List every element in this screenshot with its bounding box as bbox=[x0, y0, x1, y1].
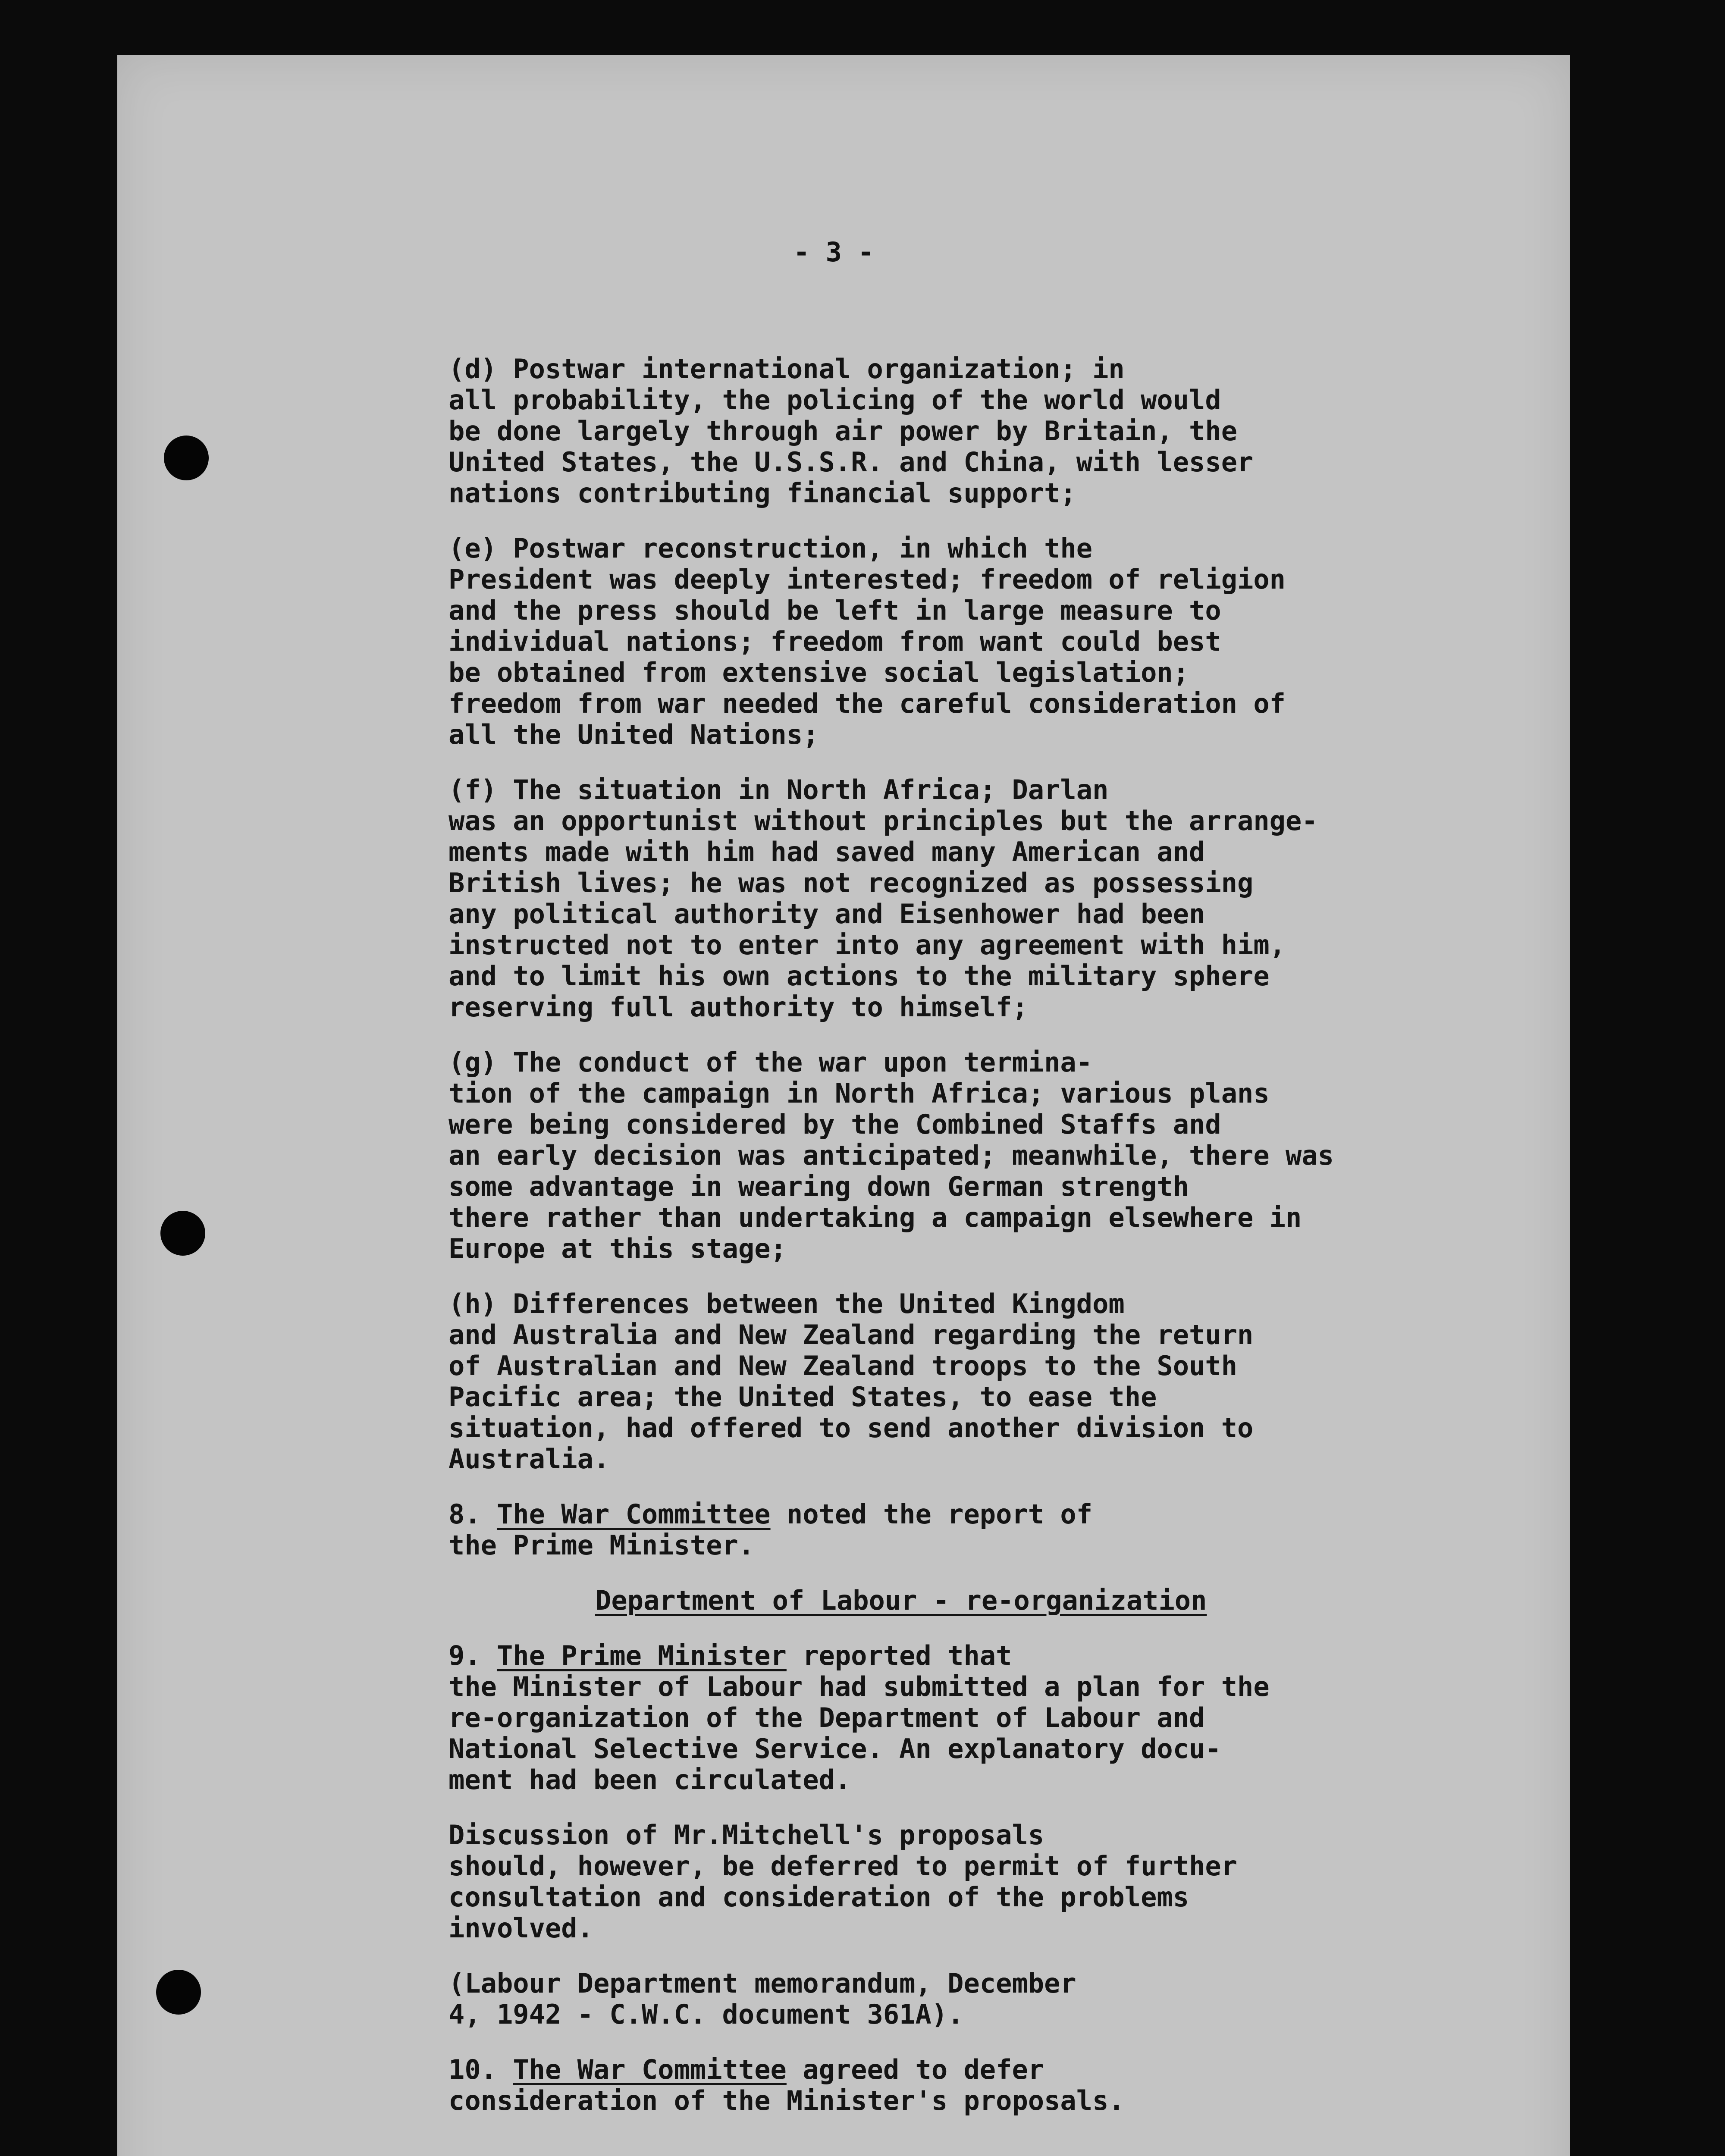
item-9-actor: The Prime Minister bbox=[496, 1640, 787, 1671]
punch-hole bbox=[164, 436, 209, 480]
item-10-number: 10. bbox=[448, 2054, 513, 2085]
discussion-paragraph: Discussion of Mr.Mitchell's proposals should, however, be deferred to permit of further consultation and consideration of the problems involved. bbox=[448, 1819, 1238, 1944]
item-9-text: reported that the Minister of Labour had submitted a plan for the re-organization of the Department of Labour and National Selective Service. An explanatory docu- ment had been circulated. bbox=[448, 1640, 1270, 1796]
paragraph-g: (g) The conduct of the war upon termina- tion of the campaign in North Africa; various plans were being considered by the Combined Staffs and an early decision was anticipated; meanwhile, there was some advantage in wearing down German strength there rather than undertaking a campaign elsewhere in Europe at this stage; bbox=[448, 1047, 1334, 1264]
paragraph-f: (f) The situation in North Africa; Darlan was an opportunist without principles but the arrange- ments made with him had saved many American and British lives; he was not recognized as possessing any political authority and Eisenhower had been instructed not to enter into any agreement with him, and to limit his own actions to the military sphere reserving full authority to himself; bbox=[448, 774, 1318, 1023]
item-10 bbox=[448, 2054, 1475, 2116]
section-heading: Department of Labour - re-organization bbox=[595, 1585, 1207, 1616]
item-8 bbox=[448, 1499, 1475, 1561]
item-9-number: 9. bbox=[448, 1640, 497, 1671]
item-8-text: noted the report of the Prime Minister. bbox=[448, 1498, 1093, 1561]
page-number: - 3 - bbox=[794, 236, 874, 268]
item-10-text: agreed to defer consideration of the Minister's proposals. bbox=[448, 2054, 1125, 2116]
minutes-body bbox=[448, 354, 1475, 2140]
paragraph-d: (d) Postwar international organization; in all probability, the policing of the world would be done largely through air power by Britain, the United States, the U.S.S.R. and China, with lesser nations contributing financial support; bbox=[448, 353, 1254, 509]
paragraph-h: (h) Differences between the United Kingdom and Australia and New Zealand regarding the return of Australian and New Zealand troops to the South Pacific area; the United States, to ease the situation, had offered to send another division to Australia. bbox=[448, 1288, 1254, 1475]
paragraph-e: (e) Postwar reconstruction, in which the President was deeply interested; freedom of religion and the press should be left in large measure to individual nations; freedom from want could best be obtained from extensive social legislation; freedom from war needed the careful consideration of all the United Nations; bbox=[448, 533, 1286, 750]
item-8-actor: The War Committee bbox=[496, 1498, 771, 1530]
reference-note: (Labour Department memorandum, December 4, 1942 - C.W.C. document 361A). bbox=[448, 1968, 1076, 2030]
punch-hole bbox=[160, 1211, 205, 1256]
punch-hole bbox=[156, 1970, 201, 2015]
item-10-actor: The War Committee bbox=[513, 2054, 787, 2085]
item-8-number: 8. bbox=[448, 1498, 497, 1530]
item-9 bbox=[448, 1640, 1475, 1796]
